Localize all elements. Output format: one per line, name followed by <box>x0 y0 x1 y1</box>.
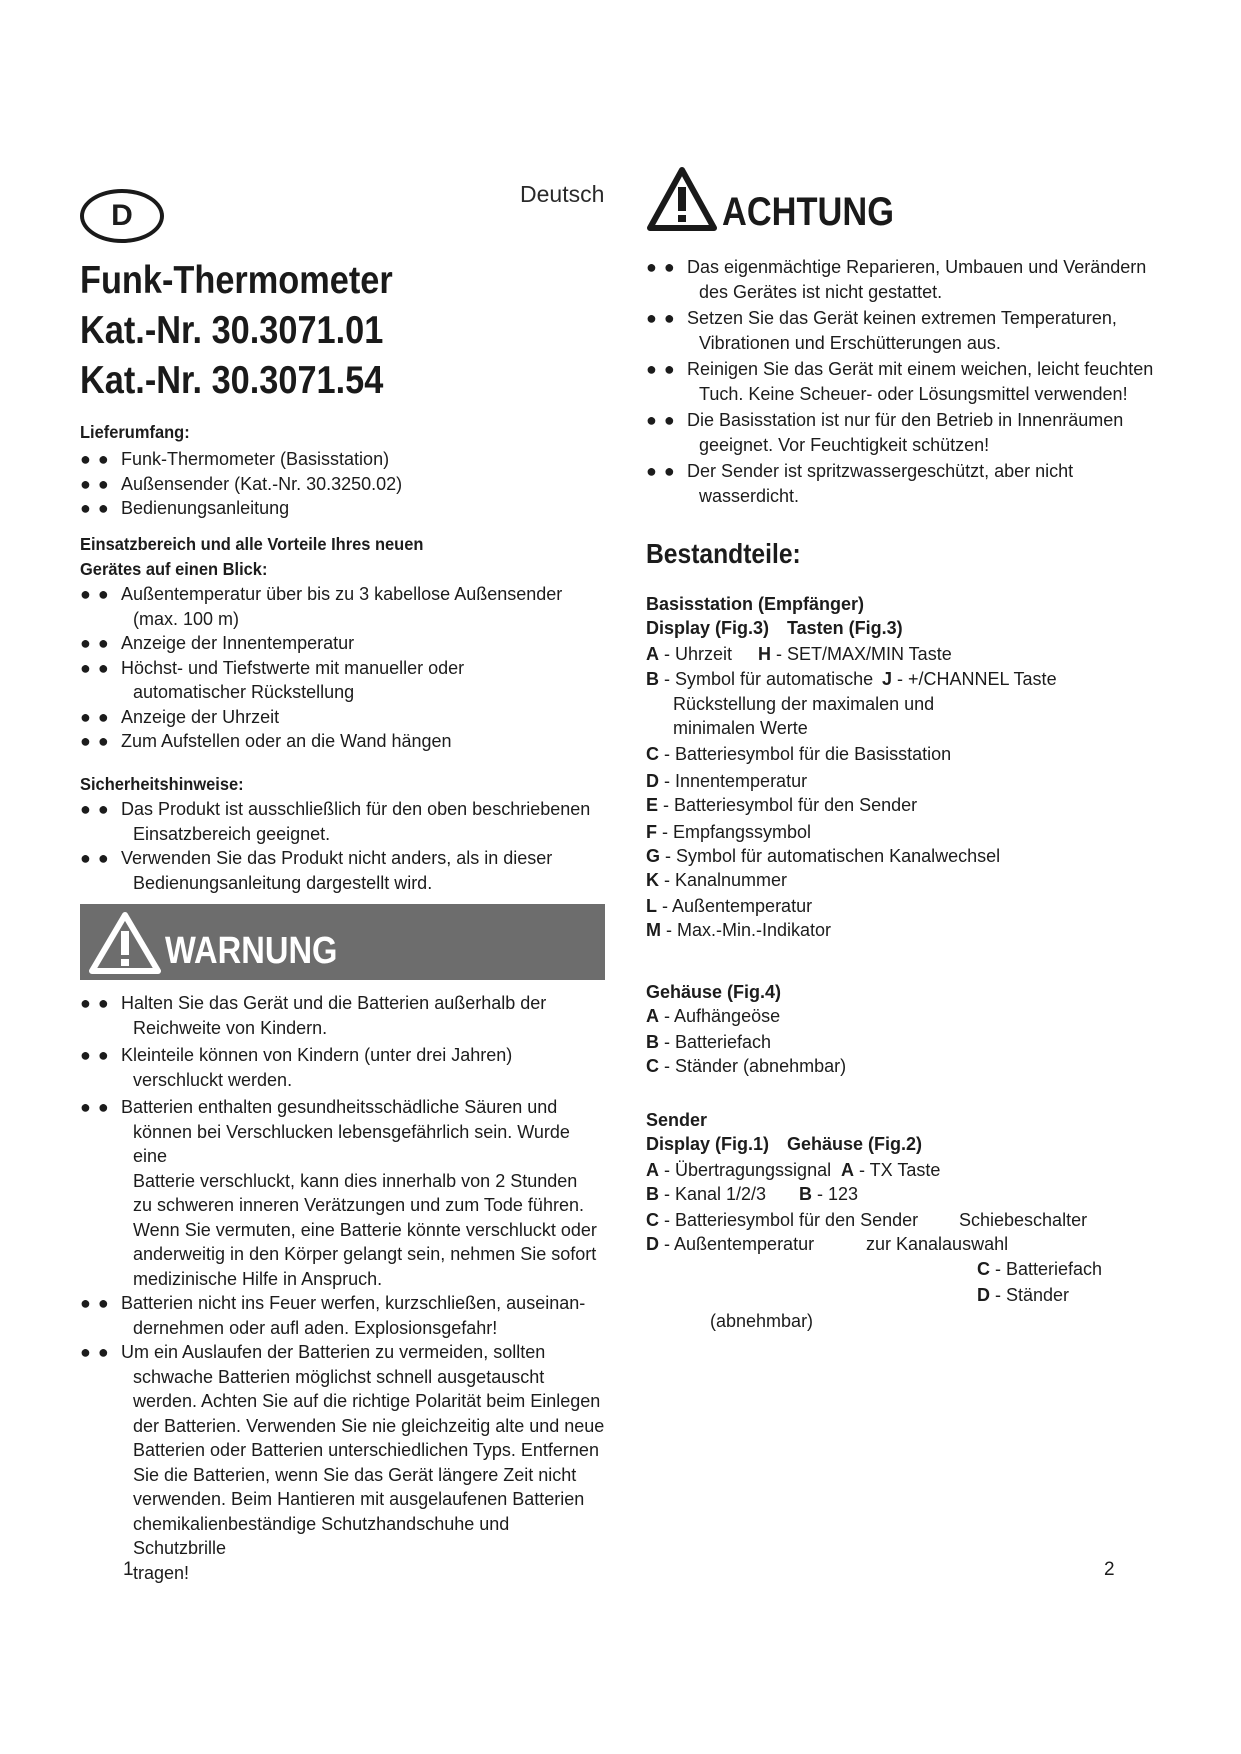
list-item: ● ● Batterien enthalten gesundheitsschädliche Säuren und können bei Verschlucken lebensgefährlich sein. Wurde eine Batterie verschluckt, kann dies innerhalb von 2 Stunden zu schweren inneren Verätzungen und zum Tode führen. Wenn Sie vermuten, eine Batterie könnte verschluckt oder anderweitig in den Körper gelangt sein, nehmen Sie sofort medizinische Hilfe in Anspruch. <box>80 1097 597 1289</box>
legend-item: E - Batteriesymbol für den Sender <box>646 795 918 815</box>
warnung-list-section <box>80 991 606 1585</box>
sicherheit-section <box>80 772 606 895</box>
bullet-marker: ● ● <box>80 993 110 1013</box>
bullet-marker: ● ● <box>80 584 110 604</box>
legend-item: B - Symbol für automatische <box>646 669 874 689</box>
legend-item: H - SET/MAX/MIN Taste <box>758 644 952 664</box>
list-item: ● ● Batterien nicht ins Feuer werfen, kurzschließen, auseinan- dernehmen oder aufl aden. Explosionsgefahr! <box>80 1293 586 1338</box>
list-item: ● ● Kleinteile können von Kindern (unter drei Jahren) verschluckt werden. <box>80 1045 513 1090</box>
section-heading: Sicherheitshinweise: <box>80 774 244 794</box>
list-item: ● ● Halten Sie das Gerät und die Batterien außerhalb der Reichweite von Kindern. <box>80 993 547 1038</box>
section-heading: Gerätes auf einen Blick: <box>80 559 268 579</box>
warning-banner <box>80 904 605 980</box>
legend-item: G - Symbol für automatischen Kanalwechsel <box>646 846 1001 866</box>
legend-item: J - +/CHANNEL Taste <box>882 669 1057 689</box>
section-heading: Einsatzbereich und alle Vorteile Ihres neuen <box>80 534 424 554</box>
sender-section <box>646 1108 1166 1338</box>
bullet-marker: ● ● <box>80 799 110 819</box>
section-title: Bestandteile: <box>646 538 801 569</box>
page-number-left: 1 <box>123 1559 134 1580</box>
list-item: ● ● Das eigenmächtige Reparieren, Umbauen und Verändern des Gerätes ist nicht gestattet. <box>646 257 1147 302</box>
bullet-marker: ● ● <box>80 1342 110 1362</box>
subsection-heading: Sender <box>646 1110 708 1130</box>
list-item: ● ● Setzen Sie das Gerät keinen extremen Temperaturen, Vibrationen und Erschütterungen aus. <box>646 308 1117 353</box>
list-item: ● ● Anzeige der Innentemperatur <box>80 631 606 656</box>
list-item: ● ● Das Produkt ist ausschließlich für den oben beschriebenen Einsatzbereich geeignet. <box>80 799 591 844</box>
legend-item-continuation: minimalen Werte <box>673 718 808 738</box>
bullet-list <box>80 991 606 1585</box>
legend-item: L - Außentemperatur <box>646 896 813 916</box>
bullet-marker: ● ● <box>80 449 110 469</box>
bullet-marker: ● ● <box>646 308 676 328</box>
achtung-list-section <box>646 255 1166 508</box>
language-label: Deutsch <box>520 181 605 207</box>
legend-item: M - Max.-Min.-Indikator <box>646 920 832 940</box>
legend-item-continuation: Schiebeschalter <box>959 1210 1088 1230</box>
list-item: ● ● Funk-Thermometer (Basisstation) <box>80 447 606 472</box>
list-item: ● ● Außensender (Kat.-Nr. 30.3250.02) <box>80 472 606 497</box>
warning-triangle-icon <box>646 166 718 232</box>
warning-triangle-icon <box>88 911 162 975</box>
bullet-marker: ● ● <box>80 633 110 653</box>
page-title <box>80 256 393 406</box>
bullet-list <box>80 582 606 754</box>
bullet-list <box>80 447 606 521</box>
legend-item: A - Aufhängeöse <box>646 1006 781 1026</box>
legend-item: B - Kanal 1/2/3 <box>646 1184 767 1204</box>
bullet-marker: ● ● <box>646 461 676 481</box>
lieferumfang-section <box>80 420 606 521</box>
list-item: ● ● Der Sender ist spritzwassergeschützt, aber nicht wasserdicht. <box>646 461 1074 506</box>
list-item: ● ● Bedienungsanleitung <box>80 496 606 521</box>
list-item: ● ● Höchst- und Tiefstwerte mit manueller oder automatischer Rückstellung <box>80 657 465 702</box>
legend-item: C - Batteriesymbol für die Basisstation <box>646 744 952 764</box>
title-line: Funk-Thermometer <box>80 259 393 302</box>
bullet-marker: ● ● <box>646 257 676 277</box>
list-item: ● ● Anzeige der Uhrzeit <box>80 705 606 730</box>
bullet-marker: ● ● <box>80 1293 110 1313</box>
legend-item: D - Außentemperatur <box>646 1234 815 1254</box>
bullet-marker: ● ● <box>80 706 110 727</box>
legend-item: C - Batteriesymbol für den Sender <box>646 1210 919 1230</box>
bullet-list <box>80 797 606 895</box>
list-item: ● ● Außentemperatur über bis zu 3 kabellose Außensender (max. 100 m) <box>80 584 563 629</box>
list-item: ● ● Zum Aufstellen oder an die Wand hängen <box>80 729 606 754</box>
title-line: Kat.-Nr. 30.3071.54 <box>80 359 384 402</box>
bullet-marker: ● ● <box>646 359 676 379</box>
legend-item: D - Ständer <box>977 1285 1070 1305</box>
gehaeuse-section <box>646 980 1166 1080</box>
legend-item: B - Batteriefach <box>646 1032 772 1052</box>
list-item: ● ● Reinigen Sie das Gerät mit einem weichen, leicht feuchten Tuch. Keine Scheuer- oder Lösungsmittel verwenden! <box>646 359 1154 404</box>
bullet-marker: ● ● <box>80 731 110 751</box>
legend-item: K - Kanalnummer <box>646 870 788 890</box>
legend-item-continuation: Rückstellung der maximalen und <box>673 694 935 714</box>
subsection-heading: Display (Fig.1) <box>646 1134 770 1154</box>
caution-label: ACHTUNG <box>722 190 894 234</box>
einsatz-section <box>80 532 606 754</box>
legend-item: A - Uhrzeit <box>646 644 733 664</box>
title-line: Kat.-Nr. 30.3071.01 <box>80 309 384 352</box>
subsection-heading: Gehäuse (Fig.4) <box>646 982 782 1002</box>
bullet-marker: ● ● <box>646 410 676 430</box>
subsection-heading: Gehäuse (Fig.2) <box>787 1134 923 1154</box>
legend-item: F - Empfangssymbol <box>646 822 812 842</box>
list-item: ● ● Verwenden Sie das Produkt nicht anders, als in dieser Bedienungsanleitung dargestellt wird. <box>80 848 553 893</box>
subsection-heading: Tasten (Fig.3) <box>787 618 903 638</box>
bullet-marker: ● ● <box>80 1097 110 1117</box>
bullet-marker: ● ● <box>80 657 110 678</box>
legend-item: C - Ständer (abnehmbar) <box>646 1056 847 1076</box>
subsection-heading: Display (Fig.3) <box>646 618 770 638</box>
list-item: ● ● Die Basisstation ist nur für den Betrieb in Innenräumen geeignet. Vor Feuchtigkeit schützen! <box>646 410 1124 455</box>
basisstation-section <box>646 592 1166 952</box>
legend-item: A - Übertragungssignal <box>646 1160 832 1180</box>
legend-item: A - TX Taste <box>841 1160 941 1180</box>
bullet-marker: ● ● <box>80 473 110 494</box>
subsection-heading: Basisstation (Empfänger) <box>646 594 865 614</box>
section-heading: Lieferumfang: <box>80 422 190 442</box>
legend-item: D - Innentemperatur <box>646 771 808 791</box>
bullet-list <box>646 255 1166 508</box>
bullet-marker: ● ● <box>80 848 110 868</box>
warning-label: WARNUNG <box>165 930 338 972</box>
language-badge: D <box>80 189 164 243</box>
legend-item-continuation: (abnehmbar) <box>710 1311 814 1331</box>
list-item: ● ● Um ein Auslaufen der Batterien zu vermeiden, sollten schwache Batterien möglichst schnell ausgetauscht werden. Achten Sie auf die richtige Polarität beim Einlegen der Batterien. Verwenden Sie nie gleichzeitig alte und neue Batterien oder Batterien unterschiedlichen Typs. Entfernen Sie die Batterien, wenn Sie das Gerät längere Zeit nicht verwenden. Beim Hantieren mit ausgelaufenen Batterien chemikalienbeständige Schutzhandschuhe und Schutzbrille tragen! <box>80 1342 605 1583</box>
page-number-right: 2 <box>1104 1559 1115 1580</box>
legend-item: C - Batteriefach <box>977 1259 1103 1279</box>
bullet-marker: ● ● <box>80 498 110 518</box>
legend-item: B - 123 <box>799 1184 859 1204</box>
legend-item-continuation: zur Kanalauswahl <box>866 1234 1009 1254</box>
bullet-marker: ● ● <box>80 1045 110 1065</box>
